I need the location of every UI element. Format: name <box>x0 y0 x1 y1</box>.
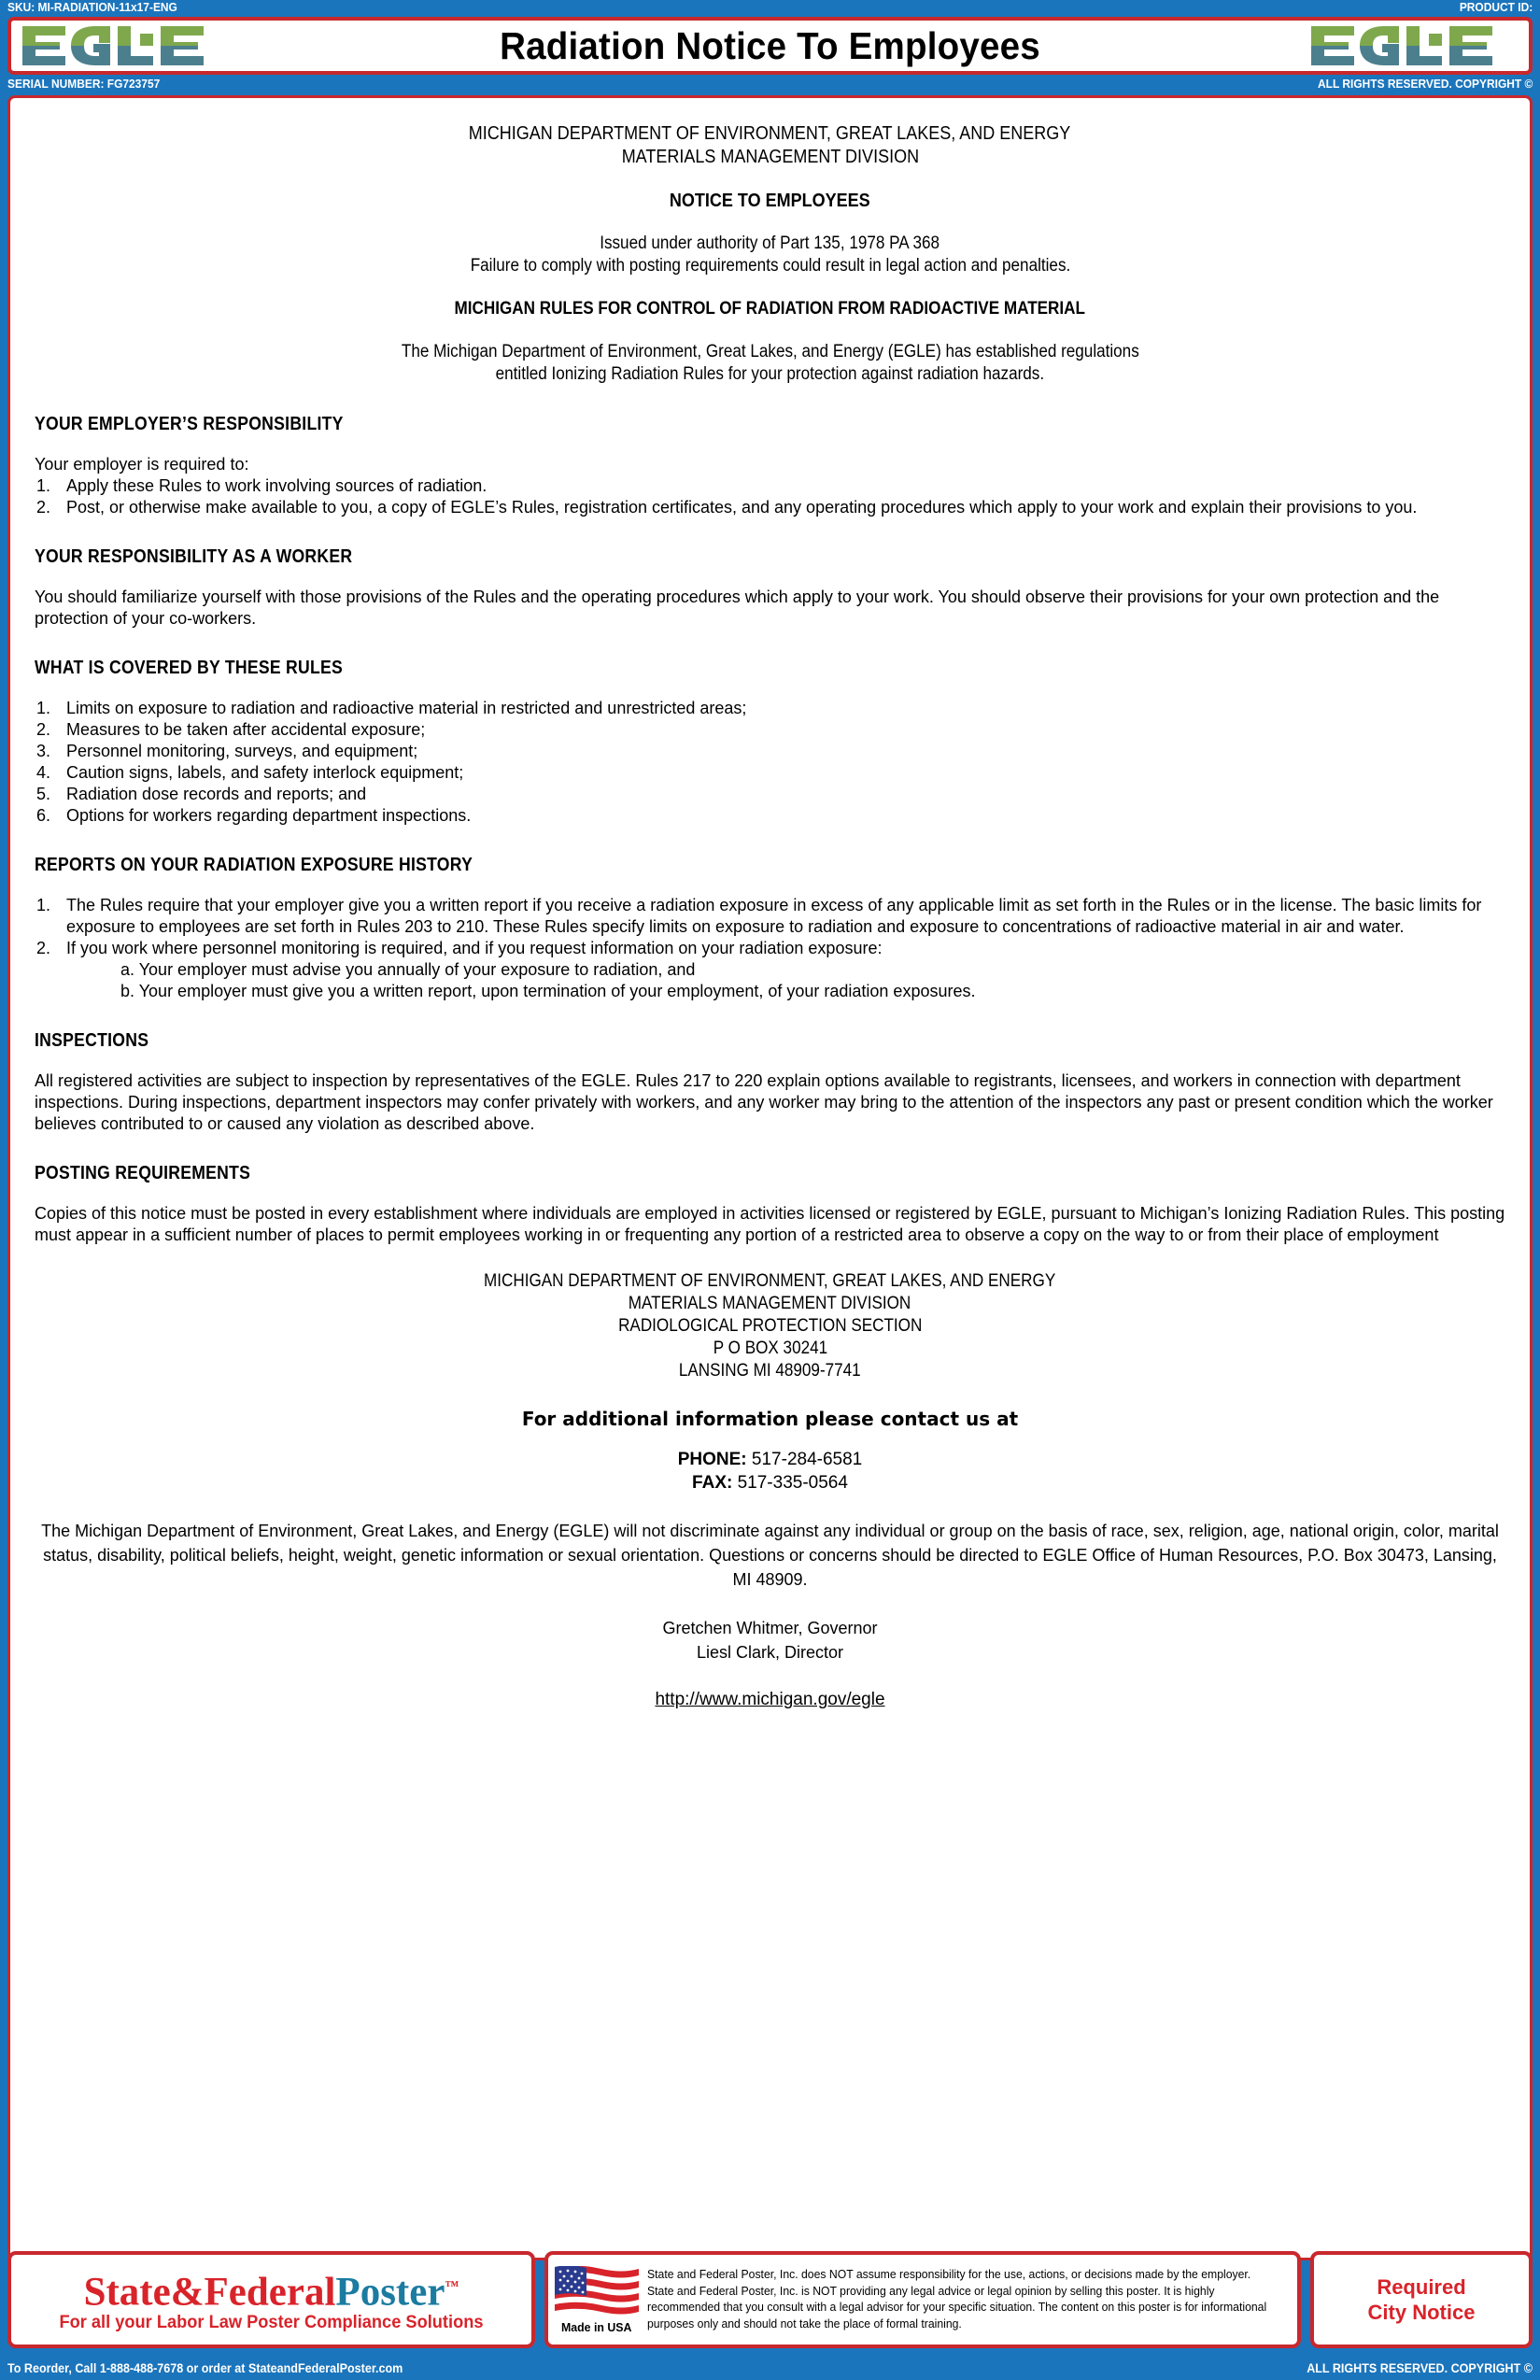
website-link-wrap <box>35 1689 1505 1711</box>
reorder-label[interactable]: To Reorder, Call 1-888-488-7678 or order at StateandFederalPoster.com <box>7 2360 403 2375</box>
required-city-notice-box <box>1310 2251 1533 2348</box>
director-name: Liesl Clark, Director <box>696 1643 844 1662</box>
contact-fax <box>35 1471 1505 1495</box>
reports-list <box>35 895 1505 959</box>
contact-heading: For additional information please contact us at <box>521 1408 1019 1430</box>
fax-value: 517-335-0564 <box>732 1473 848 1493</box>
signatures <box>35 1616 1505 1665</box>
section-heading-reports: REPORTS ON YOUR RADIATION EXPOSURE HISTORY <box>35 855 473 875</box>
page-title: Radiation Notice To Employees <box>500 24 1040 67</box>
copyright-label-bottom: ALL RIGHTS RESERVED. COPYRIGHT © <box>1307 2360 1533 2375</box>
section-heading-what-is-covered: WHAT IS COVERED BY THESE RULES <box>35 658 343 678</box>
governor-name: Gretchen Whitmer, Governor <box>662 1619 878 1637</box>
usa-flag-icon <box>555 2266 639 2320</box>
poster-footer <box>0 2232 1540 2380</box>
notice-heading: NOTICE TO EMPLOYEES <box>670 191 870 211</box>
poster-header <box>7 17 1533 75</box>
copyright-label-top: ALL RIGHTS RESERVED. COPYRIGHT © <box>1317 77 1533 91</box>
employer-intro: Your employer is required to: <box>35 455 249 474</box>
sku-label: SKU: MI-RADIATION-11x17-ENG <box>7 0 177 14</box>
section-heading-posting-requirements: POSTING REQUIREMENTS <box>35 1163 251 1183</box>
list-item: 4. Caution signs, labels, and safety interlock equipment; <box>36 763 464 782</box>
bottom-meta-bar <box>0 2356 1540 2380</box>
rules-title: MICHIGAN RULES FOR CONTROL OF RADIATION FROM RADIOACTIVE MATERIAL <box>454 299 1086 319</box>
section-heading-inspections: INSPECTIONS <box>35 1030 149 1051</box>
list-item: 1. Apply these Rules to work involving sources of radiation. <box>36 476 487 495</box>
reports-sub-a: a. Your employer must advise you annually of your exposure to radiation, and <box>120 960 696 979</box>
product-id-label: PRODUCT ID: <box>1459 0 1533 14</box>
nondiscrimination-statement: The Michigan Department of Environment, Great Lakes, and Energy (EGLE) will not discriminate against any individual or group on the basis of race, sex, religion, age, national origin, color, marital status, disability, political beliefs, height, weight, genetic information or sexual orientation. Questions or concerns should be directed to EGLE Office of Human Resources, P.O. Box 30473, Lansing, MI 48909. <box>41 1522 1499 1589</box>
egle-logo-right-icon <box>1309 24 1519 67</box>
mailing-address: MICHIGAN DEPARTMENT OF ENVIRONMENT, GREAT LAKES, AND ENERGY MATERIALS MANAGEMENT DIVISION RADIOLOGICAL PROTECTION SECTION P O BOX 30241 LANSING MI 48909-7741 <box>484 1271 1056 1381</box>
issued-authority: Issued under authority of Part 135, 1978 PA 368 Failure to comply with posting requirements could result in legal action and penalties. <box>470 234 1070 276</box>
list-item: 3. Personnel monitoring, surveys, and equipment; <box>36 742 418 760</box>
established-regulations: The Michigan Department of Environment, Great Lakes, and Energy (EGLE) has established regulations entitled Ionizing Radiation Rules for your protection against radiation hazards. <box>401 342 1139 384</box>
disclaimer-text: State and Federal Poster, Inc. does NOT assume responsibility for the use, actions, or decisions made by the employer. State and Federal Poster, Inc. is NOT providing any legal advice or legal opinion by selling this poster. It is highly recommended that you consult with a legal advisor for your specific situation. The content on this poster is for informational purposes only and should not take the place of formal training. <box>647 2268 1267 2330</box>
list-item: 2. If you work where personnel monitoring is required, and if you request information on your radiation exposure: <box>36 939 883 957</box>
employer-list <box>35 475 1505 518</box>
poster-body <box>7 95 1533 2260</box>
footer-row <box>7 2251 1533 2348</box>
list-item: 6. Options for workers regarding department inspections. <box>36 806 472 825</box>
city-notice-line2: City Notice <box>1367 2301 1476 2324</box>
phone-label: PHONE: <box>677 1450 747 1469</box>
disclaimer-box <box>544 2251 1301 2348</box>
contact-phone <box>35 1448 1505 1471</box>
phone-value: 517-284-6581 <box>746 1450 863 1469</box>
brand-part1: State&Federal <box>83 2270 336 2315</box>
worker-paragraph: You should familiarize yourself with those provisions of the Rules and the operating procedures which apply to your work. You should observe their provisions for your own protection and the protection of your co-workers. <box>35 588 1440 628</box>
website-link[interactable]: http://www.michigan.gov/egle <box>655 1690 885 1709</box>
fax-label: FAX: <box>692 1473 733 1493</box>
egle-logo-left-icon <box>21 24 231 67</box>
serial-number-label: SERIAL NUMBER: FG723757 <box>7 77 161 91</box>
list-item: 1. The Rules require that your employer give you a written report if you receive a radiation exposure in excess of any applicable limit as set forth in the Rules or in the license. The basic limits for exposure to employees are set forth in Rules 203 to 210. These Rules specify limits on exposure to radiation and exposure to concentrations of radioactive material in air and water. <box>36 896 1482 936</box>
brand-wordmark <box>84 2266 459 2313</box>
section-heading-worker-responsibility: YOUR RESPONSIBILITY AS A WORKER <box>35 546 353 567</box>
covered-list <box>35 698 1505 827</box>
list-item: 1. Limits on exposure to radiation and radioactive material in restricted and unrestricted areas; <box>36 699 747 717</box>
trademark-icon: ™ <box>445 2278 459 2294</box>
state-federal-poster-logo <box>7 2251 535 2348</box>
top-meta-bar <box>0 0 1540 17</box>
list-item: 2. Measures to be taken after accidental exposure; <box>36 720 426 739</box>
reports-sub-b: b. Your employer must give you a written report, upon termination of your employment, of your radiation exposures. <box>120 982 976 1000</box>
list-item: 2. Post, or otherwise make available to you, a copy of EGLE’s Rules, registration certificates, and any operating procedures which apply to your work and explain their provisions to you. <box>36 498 1418 517</box>
posting-paragraph: Copies of this notice must be posted in every establishment where individuals are employed in activities licensed or registered by EGLE, pursuant to Michigan’s Ionizing Radiation Rules. This posting must appear in a sufficient number of places to permit employees working in or frequenting any portion of a restricted area to observe a copy on the way to or from their place of employment <box>35 1204 1505 1244</box>
list-item: 5. Radiation dose records and reports; and <box>36 785 367 803</box>
made-in-usa-block <box>554 2266 640 2334</box>
inspections-paragraph: All registered activities are subject to inspection by representatives of the EGLE. Rules 217 to 220 explain options available to registrants, licensees, and workers in connection with department inspections. During inspections, department inspectors may confer privately with workers, and any worker may bring to the attention of the inspectors any past or present condition which the worker believes contributed to or caused any violation as described above. <box>35 1071 1493 1133</box>
serial-bar <box>0 75 1540 93</box>
city-notice-line1: Required <box>1377 2275 1466 2299</box>
agency-name: MICHIGAN DEPARTMENT OF ENVIRONMENT, GREAT LAKES, AND ENERGY MATERIALS MANAGEMENT DIVISION <box>469 123 1071 167</box>
section-heading-employer-responsibility: YOUR EMPLOYER’S RESPONSIBILITY <box>35 414 344 434</box>
brand-part2: Poster <box>335 2270 445 2315</box>
made-in-usa-label: Made in USA <box>561 2319 632 2334</box>
brand-tagline: For all your Labor Law Poster Compliance Solutions <box>59 2313 484 2333</box>
